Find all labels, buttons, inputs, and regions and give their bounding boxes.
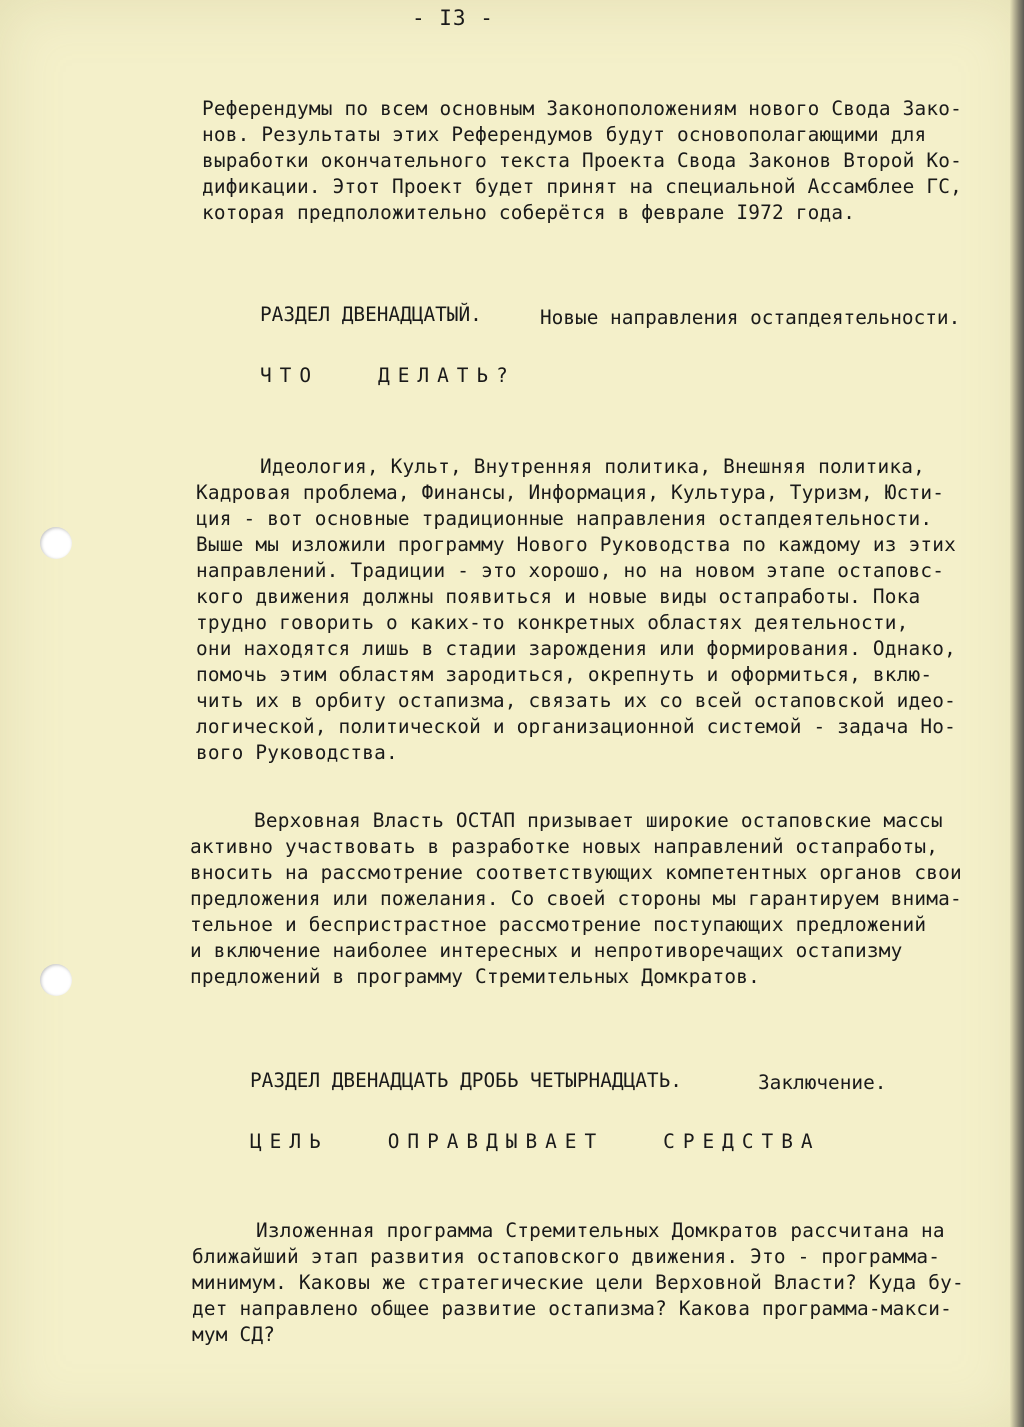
text-line: логической, политической и организационной системой - задача Но- <box>196 715 956 738</box>
text-line: предложений в программу Стремительных Домкратов. <box>190 965 760 988</box>
section-title: Новые направления остапдеятельности. <box>540 306 961 329</box>
text-line: нов. Результаты этих Референдумов будут основополагающими для <box>202 123 927 146</box>
text-line: ближайший этап развития остаповского движения. Это - программа- <box>192 1245 941 1268</box>
section-label: РАЗДЕЛ ДВЕНАДЦАТЫЙ. <box>260 303 482 326</box>
text-line: Кадровая проблема, Финансы, Информация, Культура, Туризм, Юсти- <box>196 481 945 504</box>
text-line: минимум. Каковы же стратегические цели Верховной Власти? Куда бу- <box>192 1271 964 1294</box>
text-line: тельное и беспристрастное рассмотрение поступающих предложений <box>190 913 927 936</box>
text-line: Выше мы изложили программу Нового Руководства по каждому из этих <box>196 533 956 556</box>
text-line: Идеология, Культ, Внутренняя политика, Внешняя политика, <box>260 455 925 478</box>
text-line: Изложенная программа Стремительных Домкратов рассчитана на <box>256 1219 945 1242</box>
section-motto: ЦЕЛЬ ОПРАВДЫВАЕТ СРЕДСТВА <box>250 1130 821 1153</box>
text-line: дет направлено общее развитие остапизма? Какова программа-макси- <box>192 1297 952 1320</box>
text-line: активно участвовать в разработке новых направлений остапработы, <box>190 835 939 858</box>
text-line: вносить на рассмотрение соответствующих компетентных органов свои <box>190 861 962 884</box>
section-label: РАЗДЕЛ ДВЕНАДЦАТЬ ДРОБЬ ЧЕТЫРНАДЦАТЬ. <box>250 1069 682 1092</box>
punch-hole-bottom <box>40 964 72 996</box>
text-line: помочь этим областям зародиться, окрепнуть и оформиться, вклю- <box>196 663 933 686</box>
page-number: - I3 - <box>412 6 494 30</box>
text-line: выработки окончательного текста Проекта Свода Законов Второй Ко- <box>202 149 962 172</box>
text-line: Референдумы по всем основным Законоположениям нового Свода Зако- <box>202 97 962 120</box>
text-line: Верховная Власть ОСТАП призывает широкие остаповские массы <box>254 809 943 832</box>
text-line: вого Руководства. <box>196 741 398 764</box>
text-line: направлений. Традиции - это хорошо, но на новом этапе остаповс- <box>196 559 945 582</box>
text-line: мум СД? <box>192 1323 276 1346</box>
section-motto: ЧТО ДЕЛАТЬ? <box>260 364 516 387</box>
punch-hole-top <box>40 527 72 559</box>
text-line: они находятся лишь в стадии зарождения или формирования. Однако, <box>196 637 956 660</box>
text-line: ция - вот основные традиционные направления остапдеятельности. <box>196 507 933 530</box>
text-line: чить их в орбиту остапизма, связать их со всей остаповской идео- <box>196 689 956 712</box>
text-line: трудно говорить о каких-то конкретных областях деятельности, <box>196 611 909 634</box>
text-line: кого движения должны появиться и новые виды остапработы. Пока <box>196 585 921 608</box>
text-line: которая предположительно соберётся в феврале I972 года. <box>202 201 856 224</box>
text-line: предложения или пожелания. Со своей стороны мы гарантируем внима- <box>190 887 962 910</box>
text-line: и включение наиболее интересных и непротиворечащих остапизму <box>190 939 903 962</box>
text-line: дификации. Этот Проект будет принят на специальной Ассамблее ГС, <box>202 175 962 198</box>
section-title: Заключение. <box>758 1071 887 1094</box>
paper-edge <box>1010 0 1024 1427</box>
